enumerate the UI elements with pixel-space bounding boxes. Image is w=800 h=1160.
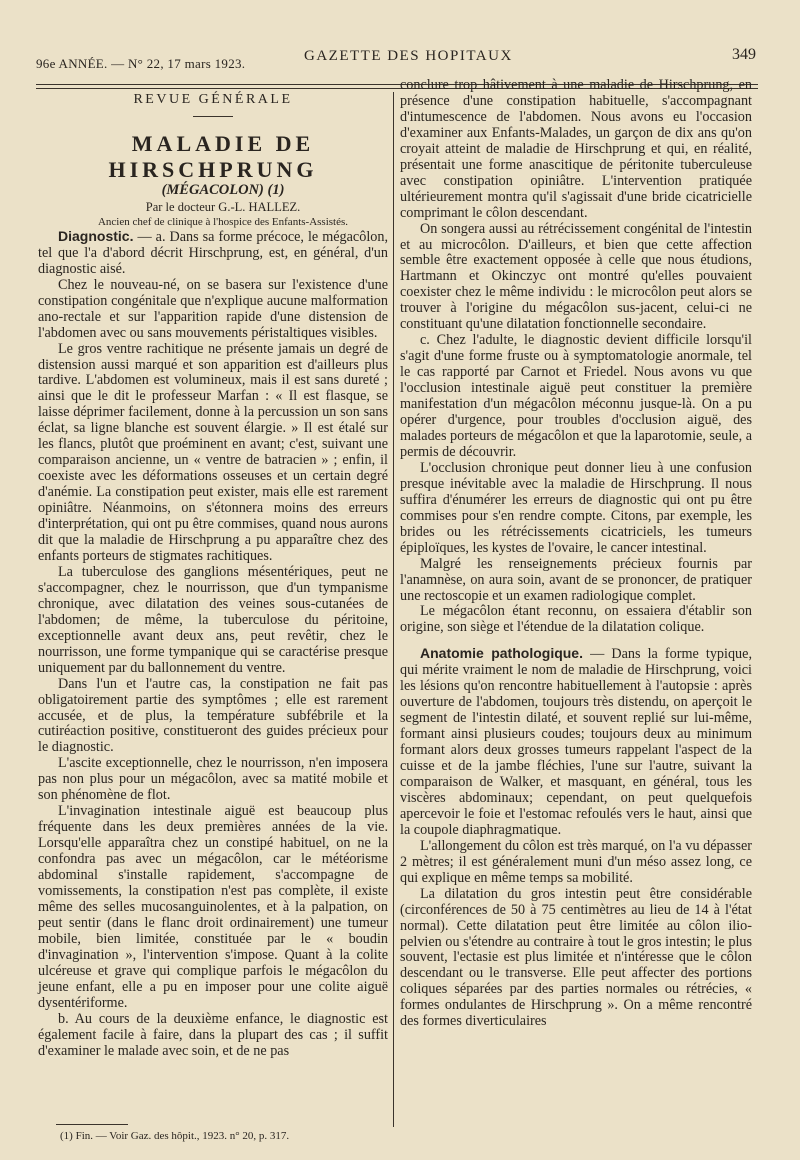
paragraph-text: La dilatation du gros intestin peut être considérable (circonférences de 50 à 75 centimètres au lieu de 14 à l'état normal). Cette dilatation peut être limitée au côlon ilio-pelvien ou s'étendre au contraire à tout le gros intestin; le plus souvent, l'ectasie est plus limitée et n'intéresse que le côlon descendant ou le transverse. Elle peut affecter des portions coliques séparées par des parties normales ou rétrécies, « formes ondulantes de Hirschprung ». On a même rencontré des formes diverticulaires <box>400 885 752 1030</box>
paragraph <box>400 646 752 838</box>
paragraph <box>38 229 388 278</box>
page-header <box>36 46 766 74</box>
paragraph-text: On songera aussi au rétrécissement congénital de l'intestin et au microcôlon. D'ailleurs, et bien que cette affection semble être exactement opposée à celle que nous étudions, Hartmann et Okinczyc ont montré qu'elles pouvaient coexister chez le même individu : le microcôlon peut alors se trouver à l'origine du mégacôlon sus-jacent, celui-ci ne constituant qu'une dilatation fonctionnelle secondaire. <box>400 220 752 333</box>
paragraph-text: La tuberculose des ganglions mésentériques, peut ne s'accompagner, chez le nourrisson, que d'un tympanisme chronique, avec dilatation des veines sous-cutanées de l'abdomen; de même, la tuberculose du péritoine, exceptionnelle avant deux ans, peut revêtir, chez le nourrisson, une forme tympanique qui se caractérise presque uniquement par du ballonnement du ventre. <box>38 563 388 676</box>
right-column <box>400 78 752 1030</box>
paragraph <box>38 1012 388 1060</box>
paragraph <box>400 887 752 1031</box>
left-column <box>38 92 388 1059</box>
journal-title: GAZETTE DES HOPITAUX <box>304 48 513 64</box>
article-title: MALADIE DE HIRSCHPRUNG <box>108 130 318 182</box>
paragraph-text: Chez le nouveau-né, on se basera sur l'existence d'une constipation congénitale que n'explique aucune malformation ano-rectale et sur l'apparition rapide d'une distension de l'abdomen avec ou sans mouvements péristaltiques visibles. <box>38 276 388 341</box>
paragraph-text: Le mégacôlon étant reconnu, on essaiera d'établir son origine, son siège et l'étendue de la dilatation colique. <box>400 603 752 636</box>
paragraph <box>38 565 388 677</box>
paragraph-text: c. Chez l'adulte, le diagnostic devient difficile lorsqu'il s'agit d'une forme fruste ou à symptomatologie anormale, tel le cas rapporté par Carnot et Friedel. Nous avons vu que l'occlusion intestinale aiguë peut constituer la première manifestation d'un mégacôlon méconnu jusque-là. On a pu opérer d'urgence, pour troubles d'occlusion aiguë, des malades porteurs de mégacôlon et que la laparotomie, seule, a permis de découvrir. <box>400 332 752 460</box>
paragraph-text: Dans l'un et l'autre cas, la constipation ne fait pas obligatoirement partie des symptômes ; elle est rarement accusée, et de plus, la température subfébrile et la cutiréaction positive, constitueront des guides précieux pour le diagnostic. <box>38 675 388 756</box>
left-body <box>38 229 388 1060</box>
title-rule <box>193 116 233 117</box>
paragraph-text: — Dans la forme typique, qui mérite vraiment le nom de maladie de Hirschprung, voici les lésions qu'on rencontre habituellement à l'autopsie : après ouverture de l'abdomen, toujours très distendu, on aperçoit le segment de l'intestin dilaté, et souvent replié sur lui-même, formant ainsi plusieurs coudes; toujours deux au minimum formant alors deux grosses tumeurs rappelant l'aspect de la cuisse et de la jambe fléchies, l'une sur l'autre, suivant la comparaison de Walker, et masquant, en général, tous les viscères abdominaux; cependant, on peut quelquefois apercevoir le foie et l'estomac refoulés vers le haut, ainsi que la coupole diaphragmatique. <box>400 646 752 838</box>
paragraph <box>400 839 752 887</box>
paragraph <box>38 677 388 757</box>
section-label: REVUE GÉNÉRALE <box>133 92 293 107</box>
right-body <box>400 78 752 1030</box>
paragraph-text: — a. Dans sa forme précoce, le mégacôlon, tel que l'a d'abord décrit Hirschprung, est, en général, d'un diagnostic aisé. <box>38 228 388 277</box>
paragraph <box>38 804 388 1011</box>
paragraph-text: L'invagination intestinale aiguë est beaucoup plus fréquente dans les deux premières années de la vie. Lorsqu'elle apparaîtra chez un constipé habituel, on ne la confondra pas avec un mégacôlon, car le météorisme abdominal s'installe rapidement, s'accompagne de vomissements, la constipation n'est pas complète, il existe même des selles mucosanguinolentes, et à la palpation, on peut sentir (dans le flanc droit ordinairement) une tumeur mobile, bien limitée, constituée par le « boudin d'invagination », l'intervention s'impose. Quant à la colite ulcéreuse et grave qui complique parfois le mégacôlon du jeune enfant, elle a pu en imposer pour une colite aiguë dysentériforme. <box>38 803 388 1011</box>
page-number: 349 <box>732 46 756 63</box>
paragraph <box>38 756 388 804</box>
paragraph <box>400 557 752 605</box>
paragraph <box>400 222 752 334</box>
paragraph <box>38 278 388 342</box>
footnote: (1) Fin. — Voir Gaz. des hôpit., 1923. n° 20, p. 317. <box>60 1130 290 1142</box>
paragraph-text: Malgré les renseignements précieux fournis par l'anamnèse, on aura soin, avant de se prononcer, de pratiquer une rectoscopie et un examen radiologique complet. <box>400 555 752 604</box>
section-heading: Anatomie pathologique. <box>420 645 583 662</box>
author-line: Par le docteur G.-L. HALLEZ. <box>145 199 301 214</box>
paragraph <box>400 461 752 557</box>
author-title: Ancien chef de clinique à l'hospice des Enfants-Assistés. <box>97 215 349 228</box>
article-subtitle: (MÉGACOLON) (1) <box>161 181 285 198</box>
paragraph-text: L'ascite exceptionnelle, chez le nourrisson, n'en imposera pas non plus pour un mégacôlon, avec sa matité mobile et son phénomène de flot. <box>38 755 388 804</box>
paragraph-text: b. Au cours de la deuxième enfance, le diagnostic est également facile à faire, dans la plupart des cas ; il suffit d'examiner le malade avec soin, et de ne pas <box>38 1010 388 1059</box>
paragraph-text: conclure trop hâtivement à une maladie de Hirschprung, en présence d'une constipation habituelle, s'accompagnant d'intumescence de l'abdomen. Nous avons eu l'occasion d'examiner aux Enfants-Malades, un garçon de dix ans qu'on croyait atteint de maladie de Hirschprung et qui, en réalité, présentait une forme anascitique de péritonite tuberculeuse avec constipation opiniâtre. L'intervention pratiquée ultérieurement montra qu'il s'agissait d'une bride cicatricielle comprimant le côlon descendant. <box>400 77 752 221</box>
paragraph <box>400 604 752 636</box>
paragraph <box>400 333 752 461</box>
footnote-rule <box>56 1124 128 1125</box>
paragraph-text: L'allongement du côlon est très marqué, on l'a vu dépasser 2 mètres; il est généralement muni d'un méso assez long, ce qui explique en même temps sa mobilité. <box>400 837 752 886</box>
issue-line: 96e ANNÉE. — N° 22, 17 mars 1923. <box>36 56 246 71</box>
paragraph <box>38 342 388 565</box>
section-heading: Diagnostic. <box>58 227 134 244</box>
paragraph <box>400 78 752 222</box>
paragraph-text: Le gros ventre rachitique ne présente jamais un degré de distension aussi marqué et son apparition est d'ailleurs plus tardive. L'abdomen est volumineux, mais il est sans dureté ; ainsi que le dit le professeur Marfan : « Il est flasque, se laisse déprimer facilement, donne à la percussion un son sans éclat, sa ligne blanche est souvent élargie. » Il est étalé sur les flancs, plutôt que proéminent en avant; c'est, suivant une comparaison ancienne, un « ventre de batracien » ; enfin, il coexiste avec les déformations osseuses et un certain degré d'anémie. La constipation peut exister, mais elle est rarement opiniâtre. Néanmoins, on s'étonnera moins des erreurs d'interprétation, qui ont pu être commises, quand nous aurons dit que la maladie de Hirschprung a pu apparaître chez des enfants porteurs de stigmates rachitiques. <box>38 340 388 564</box>
paragraph-text: L'occlusion chronique peut donner lieu à une confusion presque inévitable avec la maladie de Hirschprung. Il nous suffira d'énumérer les erreurs de diagnostic qui ont pu être commises pour s'en rendre compte. Citons, par exemple, les brides ou les rétrécissements cicatriciels, les tumeurs épiploïques, les kystes de l'ovaire, le cancer intestinal. <box>400 459 752 556</box>
column-divider <box>393 92 394 1127</box>
